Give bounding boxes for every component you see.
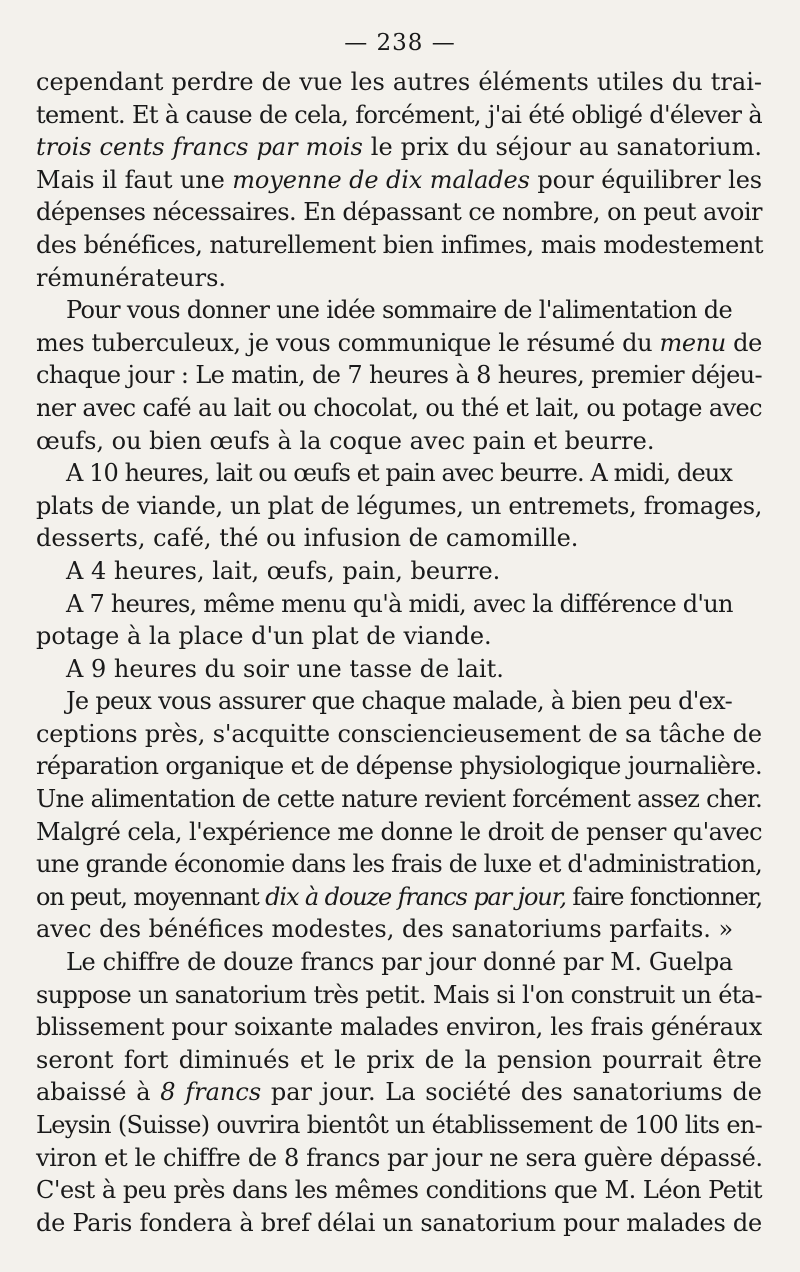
text-run: par jour. La société des sanatoriums de	[261, 1078, 763, 1107]
text-line: Je peux vous assurer que chaque malade, à bien peu d'ex-	[66, 687, 732, 716]
text-run: mes tuberculeux, je vous communique le résumé du	[36, 328, 660, 357]
italic-text: dix à douze francs par jour,	[265, 882, 566, 911]
text-run: abaissé à	[36, 1078, 161, 1107]
text-line: blissement pour soixante malades environ, les frais généraux	[36, 1013, 762, 1042]
text-line: viron et le chiffre de 8 francs par jour ne sera guère dépassé.	[36, 1143, 763, 1172]
page-number: — 238 —	[344, 30, 456, 56]
text-line: des bénéfices, naturellement bien infimes, mais modestement	[36, 230, 764, 259]
text-line: de Paris fondera à bref délai un sanatorium pour malades de	[36, 1208, 763, 1237]
text-line: ner avec café au lait ou chocolat, ou thé et lait, ou potage avec	[36, 393, 762, 422]
paragraph	[36, 457, 762, 555]
text-line: chaque jour : Le matin, de 7 heures à 8 heures, premier déjeu-	[36, 361, 763, 390]
text-line: tement. Et à cause de cela, forcément, j'ai été obligé d'élever à	[36, 100, 762, 129]
text-run: on peut, moyennant	[36, 882, 266, 911]
text-line: A 9 heures du soir une tasse de lait.	[66, 654, 504, 683]
text-line: potage à la place d'un plat de viande.	[36, 622, 492, 651]
text-line: Malgré cela, l'expérience me donne le droit de penser qu'avec	[36, 817, 762, 846]
paragraph	[36, 946, 762, 1239]
text-run: le prix du séjour au sanatorium.	[362, 133, 763, 162]
paragraph	[36, 294, 762, 457]
body-text	[36, 66, 762, 1239]
text-line	[36, 327, 762, 360]
text-line: A 10 heures, lait ou œufs et pain avec beurre. A midi, deux	[66, 459, 732, 488]
text-run: faire fonctionner,	[565, 882, 762, 911]
text-run: Mais il faut une	[36, 165, 233, 194]
text-line: une grande économie dans les frais de luxe et d'administration,	[36, 850, 762, 879]
paragraph	[36, 555, 762, 588]
text-line: A 7 heures, même menu qu'à midi, avec la différence d'un	[66, 589, 733, 618]
paragraph	[36, 653, 762, 686]
text-line: suppose un sanatorium très petit. Mais si l'on construit un éta-	[36, 980, 762, 1009]
text-line: Pour vous donner une idée sommaire de l'alimentation de	[66, 296, 733, 325]
text-line	[36, 881, 762, 914]
text-line: desserts, café, thé ou infusion de camomille.	[36, 524, 579, 553]
text-run: pour équilibrer les	[529, 165, 763, 194]
italic-text: trois cents francs par mois	[36, 133, 363, 162]
paragraph	[36, 685, 762, 946]
text-line: Le chiffre de douze francs par jour donné par M. Guelpa	[66, 948, 733, 977]
text-line: Une alimentation de cette nature revient forcément assez cher.	[36, 785, 762, 814]
text-line: seront fort diminués et le prix de la pension pourrait être	[36, 1045, 762, 1074]
text-line: A 4 heures, lait, œufs, pain, beurre.	[66, 556, 501, 585]
text-line	[36, 164, 762, 197]
text-line: ceptions près, s'acquitte consciencieusement de sa tâche de	[36, 719, 763, 748]
text-line: œufs, ou bien œufs à la coque avec pain et beurre.	[36, 426, 655, 455]
text-line: C'est à peu près dans les mêmes conditions que M. Léon Petit	[36, 1176, 762, 1205]
italic-text: menu	[659, 328, 726, 357]
italic-text: moyenne de dix malades	[232, 165, 530, 194]
text-line: cependant perdre de vue les autres éléments utiles du trai-	[36, 68, 762, 96]
text-line: avec des bénéfices modestes, des sanatoriums parfaits. »	[36, 915, 734, 944]
text-line	[36, 131, 762, 164]
text-line	[36, 1076, 762, 1109]
text-line: rémunérateurs.	[36, 263, 227, 292]
text-line: Leysin (Suisse) ouvrira bientôt un établissement de 100 lits en-	[36, 1111, 762, 1139]
text-run: de	[725, 328, 763, 357]
text-line: plats de viande, un plat de légumes, un entremets, fromages,	[36, 491, 762, 520]
paragraph	[36, 66, 762, 294]
text-line: réparation organique et de dépense physiologique journalière.	[36, 752, 762, 781]
italic-text: 8 francs	[160, 1078, 262, 1107]
text-line: dépenses nécessaires. En dépassant ce nombre, on peut avoir	[36, 198, 762, 227]
paragraph	[36, 588, 762, 653]
